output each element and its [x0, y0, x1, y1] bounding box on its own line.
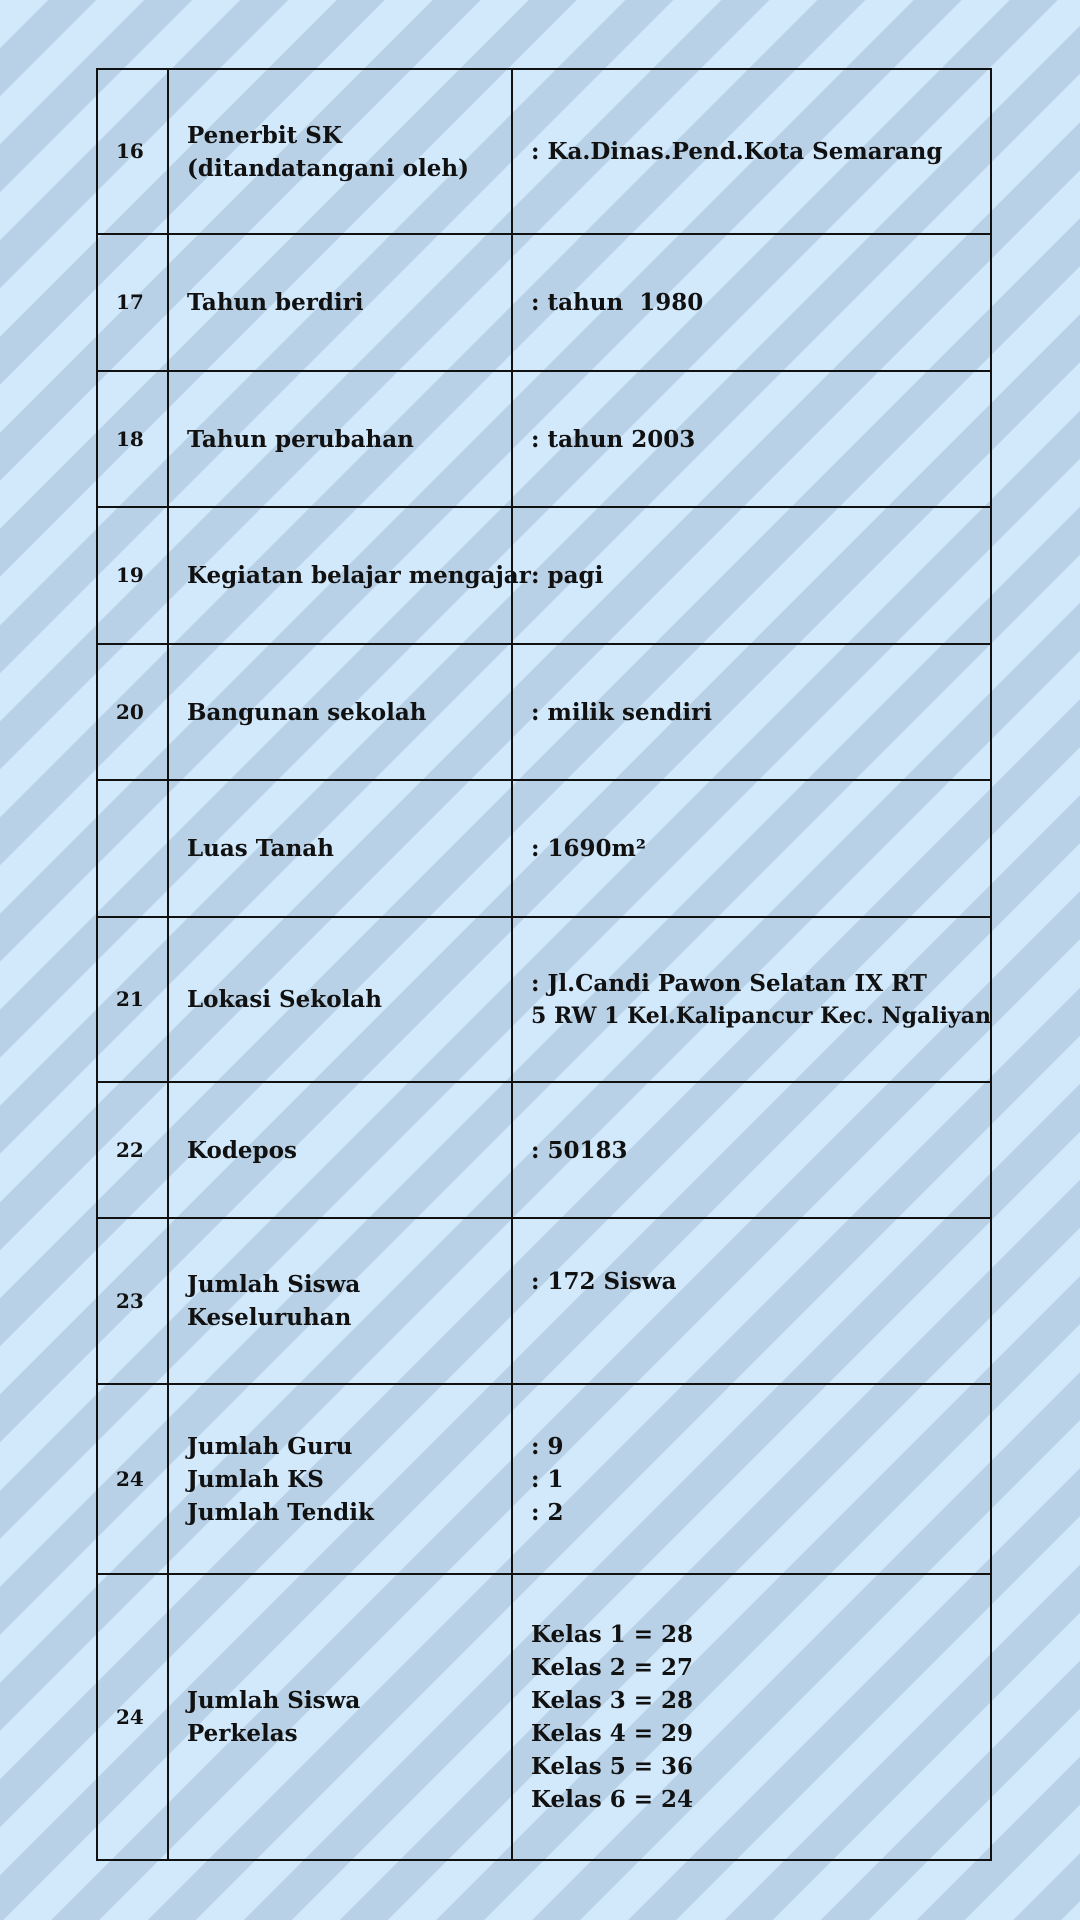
row-number: 24: [97, 1384, 168, 1574]
row-label: Jumlah Siswa Perkelas: [168, 1574, 512, 1860]
table-row: [97, 507, 991, 644]
table-row: [97, 371, 991, 507]
row-label: Tahun berdiri: [168, 234, 512, 371]
row-value: : 172 Siswa: [512, 1218, 991, 1384]
row-number: 22: [97, 1082, 168, 1218]
row-number: 16: [97, 69, 168, 234]
row-value: : Jl.Candi Pawon Selatan IX RT 5 RW 1 Kel.Kalipancur Kec. Ngaliyan: [512, 917, 991, 1082]
table-row: [97, 234, 991, 371]
table-row: [97, 69, 991, 234]
row-value: : 9 : 1 : 2: [512, 1384, 991, 1574]
table-row: [97, 1218, 991, 1384]
row-value: : tahun 2003: [512, 371, 991, 507]
row-label: Lokasi Sekolah: [168, 917, 512, 1082]
table-body: [97, 69, 991, 1860]
row-number: 20: [97, 644, 168, 780]
row-value: : 50183: [512, 1082, 991, 1218]
row-value: Kelas 1 = 28 Kelas 2 = 27 Kelas 3 = 28 Kelas 4 = 29 Kelas 5 = 36 Kelas 6 = 24: [512, 1574, 991, 1860]
table-row: [97, 644, 991, 780]
row-value: : 1690m²: [512, 780, 991, 917]
row-label: Kegiatan belajar mengajar: [168, 507, 512, 644]
school-profile-table: [96, 68, 992, 1861]
table-row: [97, 1384, 991, 1574]
row-number: 24: [97, 1574, 168, 1860]
row-value: : Ka.Dinas.Pend.Kota Semarang: [512, 69, 991, 234]
row-label: Luas Tanah: [168, 780, 512, 917]
row-number: 17: [97, 234, 168, 371]
row-number: 23: [97, 1218, 168, 1384]
row-label: Bangunan sekolah: [168, 644, 512, 780]
row-number: 18: [97, 371, 168, 507]
row-value: : milik sendiri: [512, 644, 991, 780]
row-label: Jumlah Siswa Keseluruhan: [168, 1218, 512, 1384]
table-row: [97, 1082, 991, 1218]
row-number: 21: [97, 917, 168, 1082]
table-row: [97, 917, 991, 1082]
row-value: : pagi: [512, 507, 991, 644]
row-number: [97, 780, 168, 917]
table-row: [97, 780, 991, 917]
row-label: Kodepos: [168, 1082, 512, 1218]
row-value: : tahun 1980: [512, 234, 991, 371]
row-label: Tahun perubahan: [168, 371, 512, 507]
table-row: [97, 1574, 991, 1860]
row-label: Penerbit SK (ditandatangani oleh): [168, 69, 512, 234]
row-number: 19: [97, 507, 168, 644]
row-label: Jumlah Guru Jumlah KS Jumlah Tendik: [168, 1384, 512, 1574]
